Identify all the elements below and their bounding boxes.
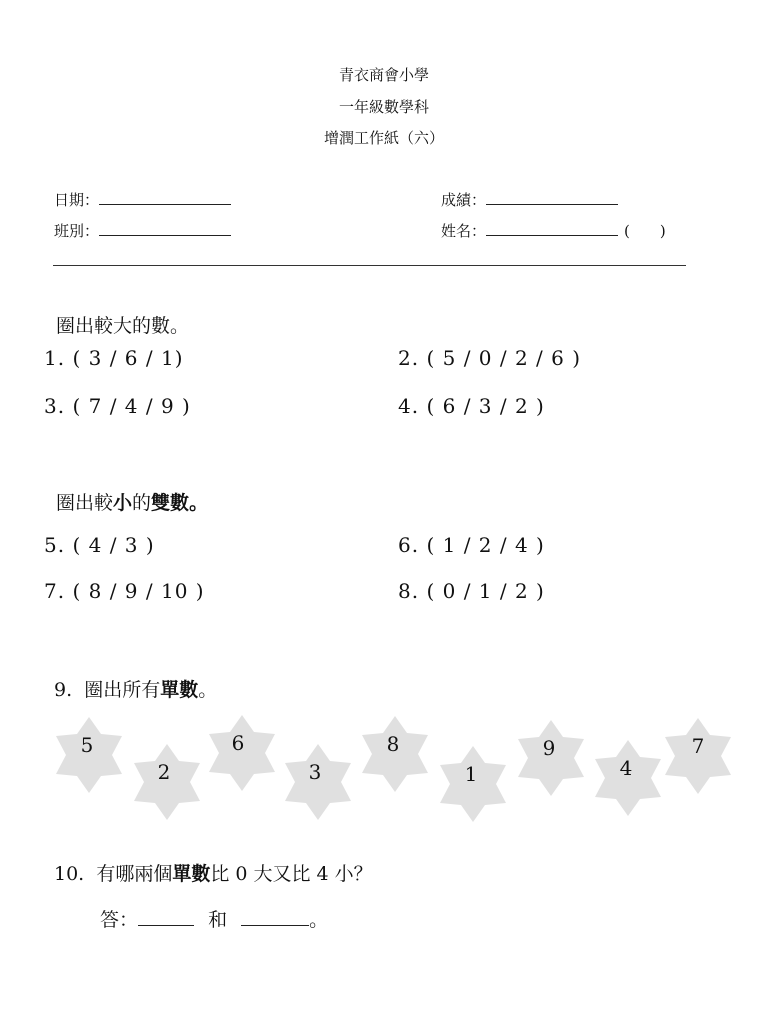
star-number: 1 [464,762,478,786]
star-number: 6 [231,731,245,755]
section2-title-emph-small: 小 [113,492,133,514]
date-field [54,189,231,210]
question-number: 6. [398,533,420,557]
class-number-brackets: ( ) [624,222,666,240]
question-options: ( 7 / 4 / 9 ) [72,394,191,418]
star-number: 2 [157,760,171,784]
question-number: 8. [398,579,420,603]
star-number: 4 [619,756,633,780]
question-number: 7. [44,579,66,603]
section2-title-part: 的 [132,492,152,514]
name-blank[interactable] [486,221,618,236]
star-2[interactable] [128,742,206,822]
section1-title: 圈出較大的數。 [56,315,190,337]
section2-title-emph-even: 雙數 [151,492,190,514]
question-options: ( 5 / 0 / 2 / 6 ) [426,346,582,370]
question-2 [398,346,581,370]
answer-and: 和 [208,909,228,931]
star-number: 8 [386,732,400,756]
section2-title [56,488,208,515]
question-options: ( 4 / 3 ) [72,533,155,557]
question-10-text: 比 0 大又比 4 小？ [210,863,373,885]
subject-title: 一年級數學科 [338,98,429,116]
question-9-text: 圈出所有 [84,679,161,701]
question-options: ( 8 / 9 / 10 ) [72,579,205,603]
section2-title-part: 圈出較 [56,492,114,514]
question-options: ( 6 / 3 / 2 ) [426,394,545,418]
star-6[interactable] [203,713,281,793]
question-8 [398,579,545,603]
question-5 [44,533,155,557]
answer-blank-1[interactable] [138,909,194,926]
question-number: 1. [44,346,66,370]
star-9[interactable] [512,718,590,798]
school-name: 青衣商會小學 [338,66,429,84]
answer-blank-2[interactable] [241,909,309,926]
star-4[interactable] [589,738,667,818]
question-10-emph-odd: 單數 [172,863,211,885]
name-label: 姓名： [441,222,487,240]
worksheet-title: 增潤工作紙（六） [323,129,444,147]
answer-end: 。 [309,909,329,931]
star-5[interactable] [50,715,128,795]
question-number: 10. [54,863,85,885]
date-label: 日期： [54,191,100,209]
answer-line [100,905,328,932]
question-options: ( 1 / 2 / 4 ) [426,533,545,557]
class-blank[interactable] [99,221,231,236]
score-field [441,189,618,210]
class-label: 班別： [54,222,100,240]
question-4 [398,394,545,418]
score-label: 成績： [441,191,487,209]
answer-label: 答： [100,909,139,931]
header-divider [53,265,686,266]
star-number: 7 [691,734,705,758]
question-1 [44,346,184,370]
question-options: ( 0 / 1 / 2 ) [426,579,545,603]
star-8[interactable] [356,714,434,794]
question-number: 9. [54,679,73,701]
question-3 [44,394,191,418]
star-number: 3 [308,760,322,784]
star-number: 5 [80,733,94,757]
star-1[interactable] [434,744,512,824]
question-number: 2. [398,346,420,370]
score-blank[interactable] [486,190,618,205]
question-10-prompt [54,859,373,886]
question-number: 5. [44,533,66,557]
date-blank[interactable] [99,190,231,205]
star-number: 9 [542,736,556,760]
question-9-text: 。 [198,679,218,701]
question-7 [44,579,205,603]
question-9-emph-odd: 單數 [160,679,199,701]
question-number: 4. [398,394,420,418]
star-3[interactable] [279,742,357,822]
question-9-prompt [54,675,217,702]
name-field [441,220,666,241]
question-options: ( 3 / 6 / 1) [72,346,184,370]
question-number: 3. [44,394,66,418]
question-6 [398,533,545,557]
class-field [54,220,231,241]
star-7[interactable] [659,716,737,796]
question-10-text: 有哪兩個 [96,863,173,885]
section2-title-part: 。 [189,492,209,514]
